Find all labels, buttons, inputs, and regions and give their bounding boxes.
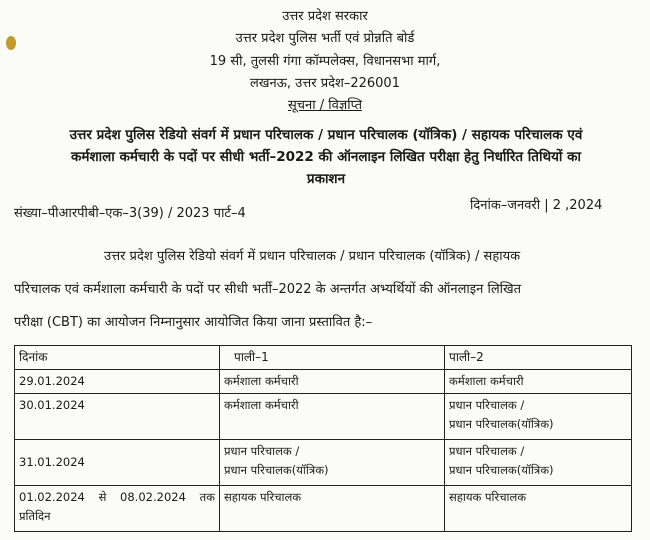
row-shift-2: कर्मशाला कर्मचारी (445, 370, 632, 394)
row-shift-2-line-2: प्रधान परिचालक(यॉत्रिक) (449, 417, 554, 431)
row-shift-2-line-2: प्रधान परिचालक(यॉत्रिक) (449, 463, 554, 477)
paragraph-line-1: उत्तर प्रदेश पुलिस रेडियो संवर्ग में प्रधान परिचालक / प्रधान परिचालक (यॉत्रिक) / सहायक (104, 249, 521, 264)
row-date: 31.01.2024 (15, 440, 220, 486)
header-date: दिनांक (15, 346, 220, 370)
row-date-range (15, 486, 220, 532)
date-from: 01.02.2024 (19, 490, 85, 504)
header-city: लखनऊ, उत्तर प्रदेश–226001 (250, 76, 400, 91)
row-date: 30.01.2024 (15, 394, 220, 440)
header-government: उत्तर प्रदेश सरकार (282, 9, 368, 24)
row-shift-1: कर्मशाला कर्मचारी (220, 370, 445, 394)
title-line-3: प्रकाशन (306, 171, 346, 187)
header-notice: सूचना / विज्ञप्ति (288, 98, 362, 113)
row-shift-2: सहायक परिचालक (445, 486, 632, 532)
row-date: 29.01.2024 (15, 370, 220, 394)
header-address: 19 सी, तुलसी गंगा कॉम्पलेक्स, विधानसभा मार्ग, (209, 54, 441, 69)
date-range-line (19, 488, 215, 507)
date-to-word: से (98, 490, 107, 504)
table-row (15, 394, 632, 440)
notice-date: दिनांक–जनवरी | 2 ,2024 (470, 198, 603, 213)
row-shift-1 (220, 440, 445, 486)
table-row (15, 370, 632, 394)
paragraph-line-2: परिचालक एवं कर्मशाला कर्मचारी के पदों पर सीधी भर्ती–2022 के अन्तर्गत अभ्यर्थियों की ऑनलाइन लिखित (14, 282, 522, 297)
date-to: 08.02.2024 (120, 490, 186, 504)
row-shift-1: सहायक परिचालक (220, 486, 445, 532)
row-shift-2-line-1: प्रधान परिचालक / (449, 444, 525, 458)
paragraph-line-3: परीक्षा (CBT) का आयोजन निम्नानुसार आयोजित किया जाना प्रस्तावित है:– (14, 315, 373, 330)
table-row (15, 486, 632, 532)
row-shift-2 (445, 440, 632, 486)
date-daily: प्रतिदिन (19, 509, 51, 523)
date-until: तक (199, 490, 215, 504)
row-shift-2-line-1: प्रधान परिचालक / (449, 398, 525, 412)
table-row (15, 440, 632, 486)
reference-number: संख्या–पीआरपीबी–एक–3(39) / 2023 पार्ट–4 (14, 206, 246, 221)
exam-schedule-table (14, 345, 632, 532)
table-header-row (15, 346, 632, 370)
title-line-1: उत्तर प्रदेश पुलिस रेडियो संवर्ग में प्रधान परिचालक / प्रधान परिचालक (यॉत्रिक) / सहायक परिचालक एवं (69, 127, 583, 143)
row-shift-1-line-1: प्रधान परिचालक / (224, 444, 300, 458)
row-shift-1: कर्मशाला कर्मचारी (220, 394, 445, 440)
header-shift-2: पाली–2 (445, 346, 632, 370)
row-shift-1-line-2: प्रधान परिचालक(यॉत्रिक) (224, 463, 329, 477)
header-shift-1: पाली–1 (220, 346, 445, 370)
header-board: उत्तर प्रदेश पुलिस भर्ती एवं प्रोन्नति बोर्ड (235, 31, 415, 46)
row-shift-2 (445, 394, 632, 440)
title-line-2: कर्मशाला कर्मचारी के पदों पर सीधी भर्ती–2022 की ऑनलाइन लिखित परीक्षा हेतु निर्धारित तिथियों का (71, 149, 581, 165)
